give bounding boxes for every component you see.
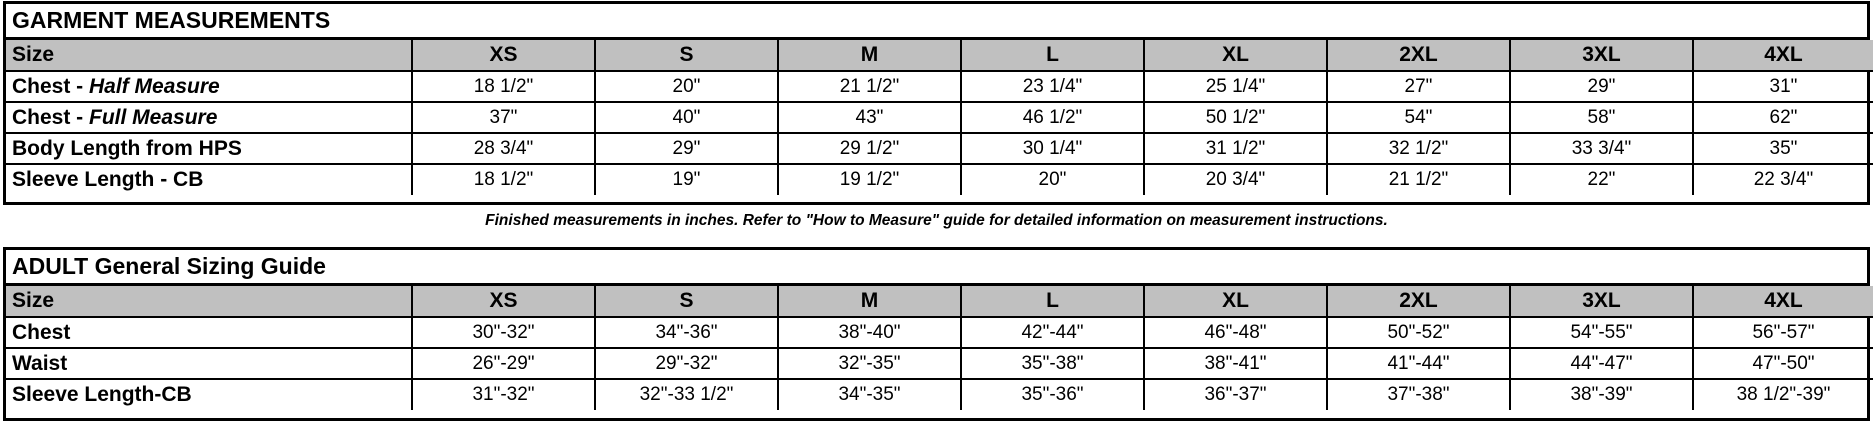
table-cell: 22 3/4" xyxy=(1693,164,1873,195)
table-cell: 32"-33 1/2" xyxy=(595,379,778,410)
table-cell: 31" xyxy=(1693,71,1873,102)
table-cell: 34"-35" xyxy=(778,379,961,410)
table-cell: 19" xyxy=(595,164,778,195)
size-column-header: M xyxy=(778,40,961,71)
row-label: Waist xyxy=(6,348,412,379)
row-label: Sleeve Length-CB xyxy=(6,379,412,410)
garment-measurements-table xyxy=(3,1,1870,205)
table-cell: 58" xyxy=(1510,102,1693,133)
table-row xyxy=(6,317,1873,348)
size-column-header: 2XL xyxy=(1327,286,1510,317)
table-row xyxy=(6,71,1873,102)
garment-table-title: GARMENT MEASUREMENTS xyxy=(6,4,1867,40)
measurement-footnote: Finished measurements in inches. Refer to "How to Measure" guide for detailed information on measurement instructions. xyxy=(485,212,1388,229)
table-row xyxy=(6,133,1873,164)
table-cell: 43" xyxy=(778,102,961,133)
table-cell: 21 1/2" xyxy=(1327,164,1510,195)
table-cell: 20" xyxy=(595,71,778,102)
table-cell: 38"-39" xyxy=(1510,379,1693,410)
table-cell: 40" xyxy=(595,102,778,133)
table-cell: 27" xyxy=(1327,71,1510,102)
table-cell: 29" xyxy=(595,133,778,164)
table-cell: 31 1/2" xyxy=(1144,133,1327,164)
table-cell: 20 3/4" xyxy=(1144,164,1327,195)
row-label: Chest - Full Measure xyxy=(6,102,412,133)
table-cell: 54"-55" xyxy=(1510,317,1693,348)
size-header-row xyxy=(6,40,1873,71)
table-cell: 50"-52" xyxy=(1327,317,1510,348)
table-cell: 20" xyxy=(961,164,1144,195)
table-cell: 35"-38" xyxy=(961,348,1144,379)
size-column-header: XS xyxy=(412,40,595,71)
table-cell: 56"-57" xyxy=(1693,317,1873,348)
table-cell: 28 3/4" xyxy=(412,133,595,164)
table-row xyxy=(6,379,1873,410)
size-column-header: XS xyxy=(412,286,595,317)
size-column-header: 4XL xyxy=(1693,40,1873,71)
adult-sizing-guide-table xyxy=(3,247,1870,421)
table-cell: 18 1/2" xyxy=(412,71,595,102)
table-cell: 54" xyxy=(1327,102,1510,133)
table-cell: 18 1/2" xyxy=(412,164,595,195)
size-column-header: M xyxy=(778,286,961,317)
row-label: Chest - Half Measure xyxy=(6,71,412,102)
garment-grid xyxy=(6,40,1873,195)
table-cell: 30"-32" xyxy=(412,317,595,348)
table-cell: 46 1/2" xyxy=(961,102,1144,133)
table-cell: 62" xyxy=(1693,102,1873,133)
table-cell: 36"-37" xyxy=(1144,379,1327,410)
table-cell: 35" xyxy=(1693,133,1873,164)
adult-table-title: ADULT General Sizing Guide xyxy=(6,250,1867,286)
table-cell: 38 1/2"-39" xyxy=(1693,379,1873,410)
table-cell: 44"-47" xyxy=(1510,348,1693,379)
size-label: Size xyxy=(6,286,412,317)
size-column-header: L xyxy=(961,286,1144,317)
table-cell: 29"-32" xyxy=(595,348,778,379)
row-label: Sleeve Length - CB xyxy=(6,164,412,195)
table-cell: 50 1/2" xyxy=(1144,102,1327,133)
size-column-header: 3XL xyxy=(1510,40,1693,71)
table-cell: 35"-36" xyxy=(961,379,1144,410)
table-cell: 30 1/4" xyxy=(961,133,1144,164)
table-cell: 42"-44" xyxy=(961,317,1144,348)
table-row xyxy=(6,102,1873,133)
table-cell: 19 1/2" xyxy=(778,164,961,195)
table-cell: 32"-35" xyxy=(778,348,961,379)
table-cell: 29" xyxy=(1510,71,1693,102)
table-row xyxy=(6,348,1873,379)
size-column-header: S xyxy=(595,286,778,317)
size-column-header: 2XL xyxy=(1327,40,1510,71)
table-cell: 41"-44" xyxy=(1327,348,1510,379)
table-cell: 33 3/4" xyxy=(1510,133,1693,164)
table-cell: 32 1/2" xyxy=(1327,133,1510,164)
table-cell: 37"-38" xyxy=(1327,379,1510,410)
row-label: Body Length from HPS xyxy=(6,133,412,164)
table-cell: 37" xyxy=(412,102,595,133)
table-cell: 23 1/4" xyxy=(961,71,1144,102)
size-column-header: XL xyxy=(1144,40,1327,71)
size-header-row xyxy=(6,286,1873,317)
size-column-header: L xyxy=(961,40,1144,71)
size-label: Size xyxy=(6,40,412,71)
table-row xyxy=(6,164,1873,195)
table-cell: 31"-32" xyxy=(412,379,595,410)
table-cell: 29 1/2" xyxy=(778,133,961,164)
table-cell: 26"-29" xyxy=(412,348,595,379)
table-cell: 21 1/2" xyxy=(778,71,961,102)
size-column-header: S xyxy=(595,40,778,71)
table-cell: 22" xyxy=(1510,164,1693,195)
table-cell: 47"-50" xyxy=(1693,348,1873,379)
table-cell: 38"-40" xyxy=(778,317,961,348)
adult-grid xyxy=(6,286,1873,410)
table-cell: 38"-41" xyxy=(1144,348,1327,379)
table-cell: 34"-36" xyxy=(595,317,778,348)
size-column-header: XL xyxy=(1144,286,1327,317)
size-column-header: 4XL xyxy=(1693,286,1873,317)
table-cell: 25 1/4" xyxy=(1144,71,1327,102)
table-cell: 46"-48" xyxy=(1144,317,1327,348)
size-column-header: 3XL xyxy=(1510,286,1693,317)
row-label: Chest xyxy=(6,317,412,348)
